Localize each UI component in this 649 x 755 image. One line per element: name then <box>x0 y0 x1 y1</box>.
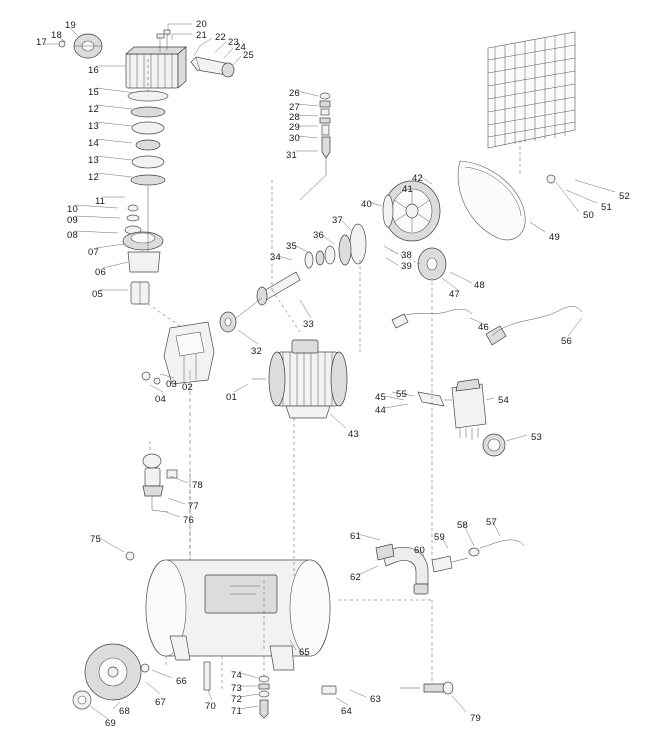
callout-number: 47 <box>449 289 460 300</box>
callout-number: 27 <box>289 102 300 113</box>
callout-number: 07 <box>88 247 99 258</box>
group-base-bracket <box>142 322 248 560</box>
callout-number: 42 <box>412 173 423 184</box>
callout-number: 72 <box>231 694 242 705</box>
callout-number: 24 <box>235 42 246 53</box>
callout-number: 29 <box>289 122 300 133</box>
callout-number: 05 <box>92 289 103 300</box>
callout-number: 53 <box>531 432 542 443</box>
callout-number: 32 <box>251 346 262 357</box>
callout-number: 23 <box>228 37 239 48</box>
callout-number: 17 <box>36 37 47 48</box>
callout-number: 75 <box>90 534 101 545</box>
callout-number: 74 <box>231 670 242 681</box>
group-motor-pulley <box>384 246 472 290</box>
callout-number: 40 <box>361 199 372 210</box>
callout-number: 54 <box>498 395 509 406</box>
callout-number: 62 <box>350 572 361 583</box>
callout-number: 35 <box>286 241 297 252</box>
callout-number: 44 <box>375 405 386 416</box>
callout-number: 48 <box>474 280 485 291</box>
group-motor <box>252 340 347 428</box>
callout-number: 14 <box>88 138 99 149</box>
callout-number: 16 <box>88 65 99 76</box>
callout-number: 55 <box>396 389 407 400</box>
callout-number: 78 <box>192 480 203 491</box>
callout-number: 10 <box>67 204 78 215</box>
callout-number: 21 <box>196 30 207 41</box>
callout-number: 12 <box>88 104 99 115</box>
callout-number: 56 <box>561 336 572 347</box>
callout-number: 45 <box>375 392 386 403</box>
callout-number: 52 <box>619 191 630 202</box>
callout-number: 57 <box>486 517 497 528</box>
callout-number: 04 <box>155 394 166 405</box>
callout-number: 03 <box>166 379 177 390</box>
callout-number: 30 <box>289 133 300 144</box>
callout-number: 61 <box>350 531 361 542</box>
callout-number: 39 <box>401 261 412 272</box>
callout-number: 46 <box>478 322 489 333</box>
callout-number: 69 <box>105 718 116 729</box>
callout-number: 02 <box>182 382 193 393</box>
callout-number: 13 <box>88 155 99 166</box>
group-tank <box>98 537 330 670</box>
callout-number: 73 <box>231 683 242 694</box>
callout-number: 67 <box>155 697 166 708</box>
callout-number: 41 <box>402 184 413 195</box>
callout-number: 36 <box>313 230 324 241</box>
callout-number: 28 <box>289 112 300 123</box>
callout-number: 38 <box>401 250 412 261</box>
callout-number: 70 <box>205 701 216 712</box>
group-cylinder-head <box>96 47 186 88</box>
group-belt <box>458 161 545 240</box>
callout-number: 09 <box>67 215 78 226</box>
callout-number: 15 <box>88 87 99 98</box>
group-regulator <box>143 454 188 517</box>
callout-number: 64 <box>341 706 352 717</box>
callout-number: 68 <box>119 706 130 717</box>
callout-number: 37 <box>332 215 343 226</box>
callout-number: 58 <box>457 520 468 531</box>
callout-number: 20 <box>196 19 207 30</box>
callout-number: 08 <box>67 230 78 241</box>
callout-number: 31 <box>286 150 297 161</box>
callout-number: 13 <box>88 121 99 132</box>
callout-number: 76 <box>183 515 194 526</box>
callout-number: 50 <box>583 210 594 221</box>
callout-number: 59 <box>434 532 445 543</box>
callout-number: 60 <box>414 545 425 556</box>
callout-number: 33 <box>303 319 314 330</box>
callout-number: 65 <box>299 647 310 658</box>
callout-number: 34 <box>270 252 281 263</box>
callout-number: 25 <box>243 50 254 61</box>
callout-number: 77 <box>188 501 199 512</box>
callout-number: 63 <box>370 694 381 705</box>
group-unloader-tube <box>296 91 330 200</box>
group-crank-assembly <box>220 219 366 344</box>
callout-number: 51 <box>601 202 612 213</box>
callout-number: 18 <box>51 30 62 41</box>
callout-number: 43 <box>348 429 359 440</box>
callout-number: 12 <box>88 172 99 183</box>
callout-number: 79 <box>470 713 481 724</box>
callout-number: 01 <box>226 392 237 403</box>
callout-number: 71 <box>231 706 242 717</box>
callout-number: 26 <box>289 88 300 99</box>
callout-number: 06 <box>95 267 106 278</box>
callout-number: 22 <box>215 32 226 43</box>
callout-number: 66 <box>176 676 187 687</box>
callout-number: 19 <box>65 20 76 31</box>
callout-number: 49 <box>549 232 560 243</box>
callout-number: 11 <box>95 196 106 207</box>
